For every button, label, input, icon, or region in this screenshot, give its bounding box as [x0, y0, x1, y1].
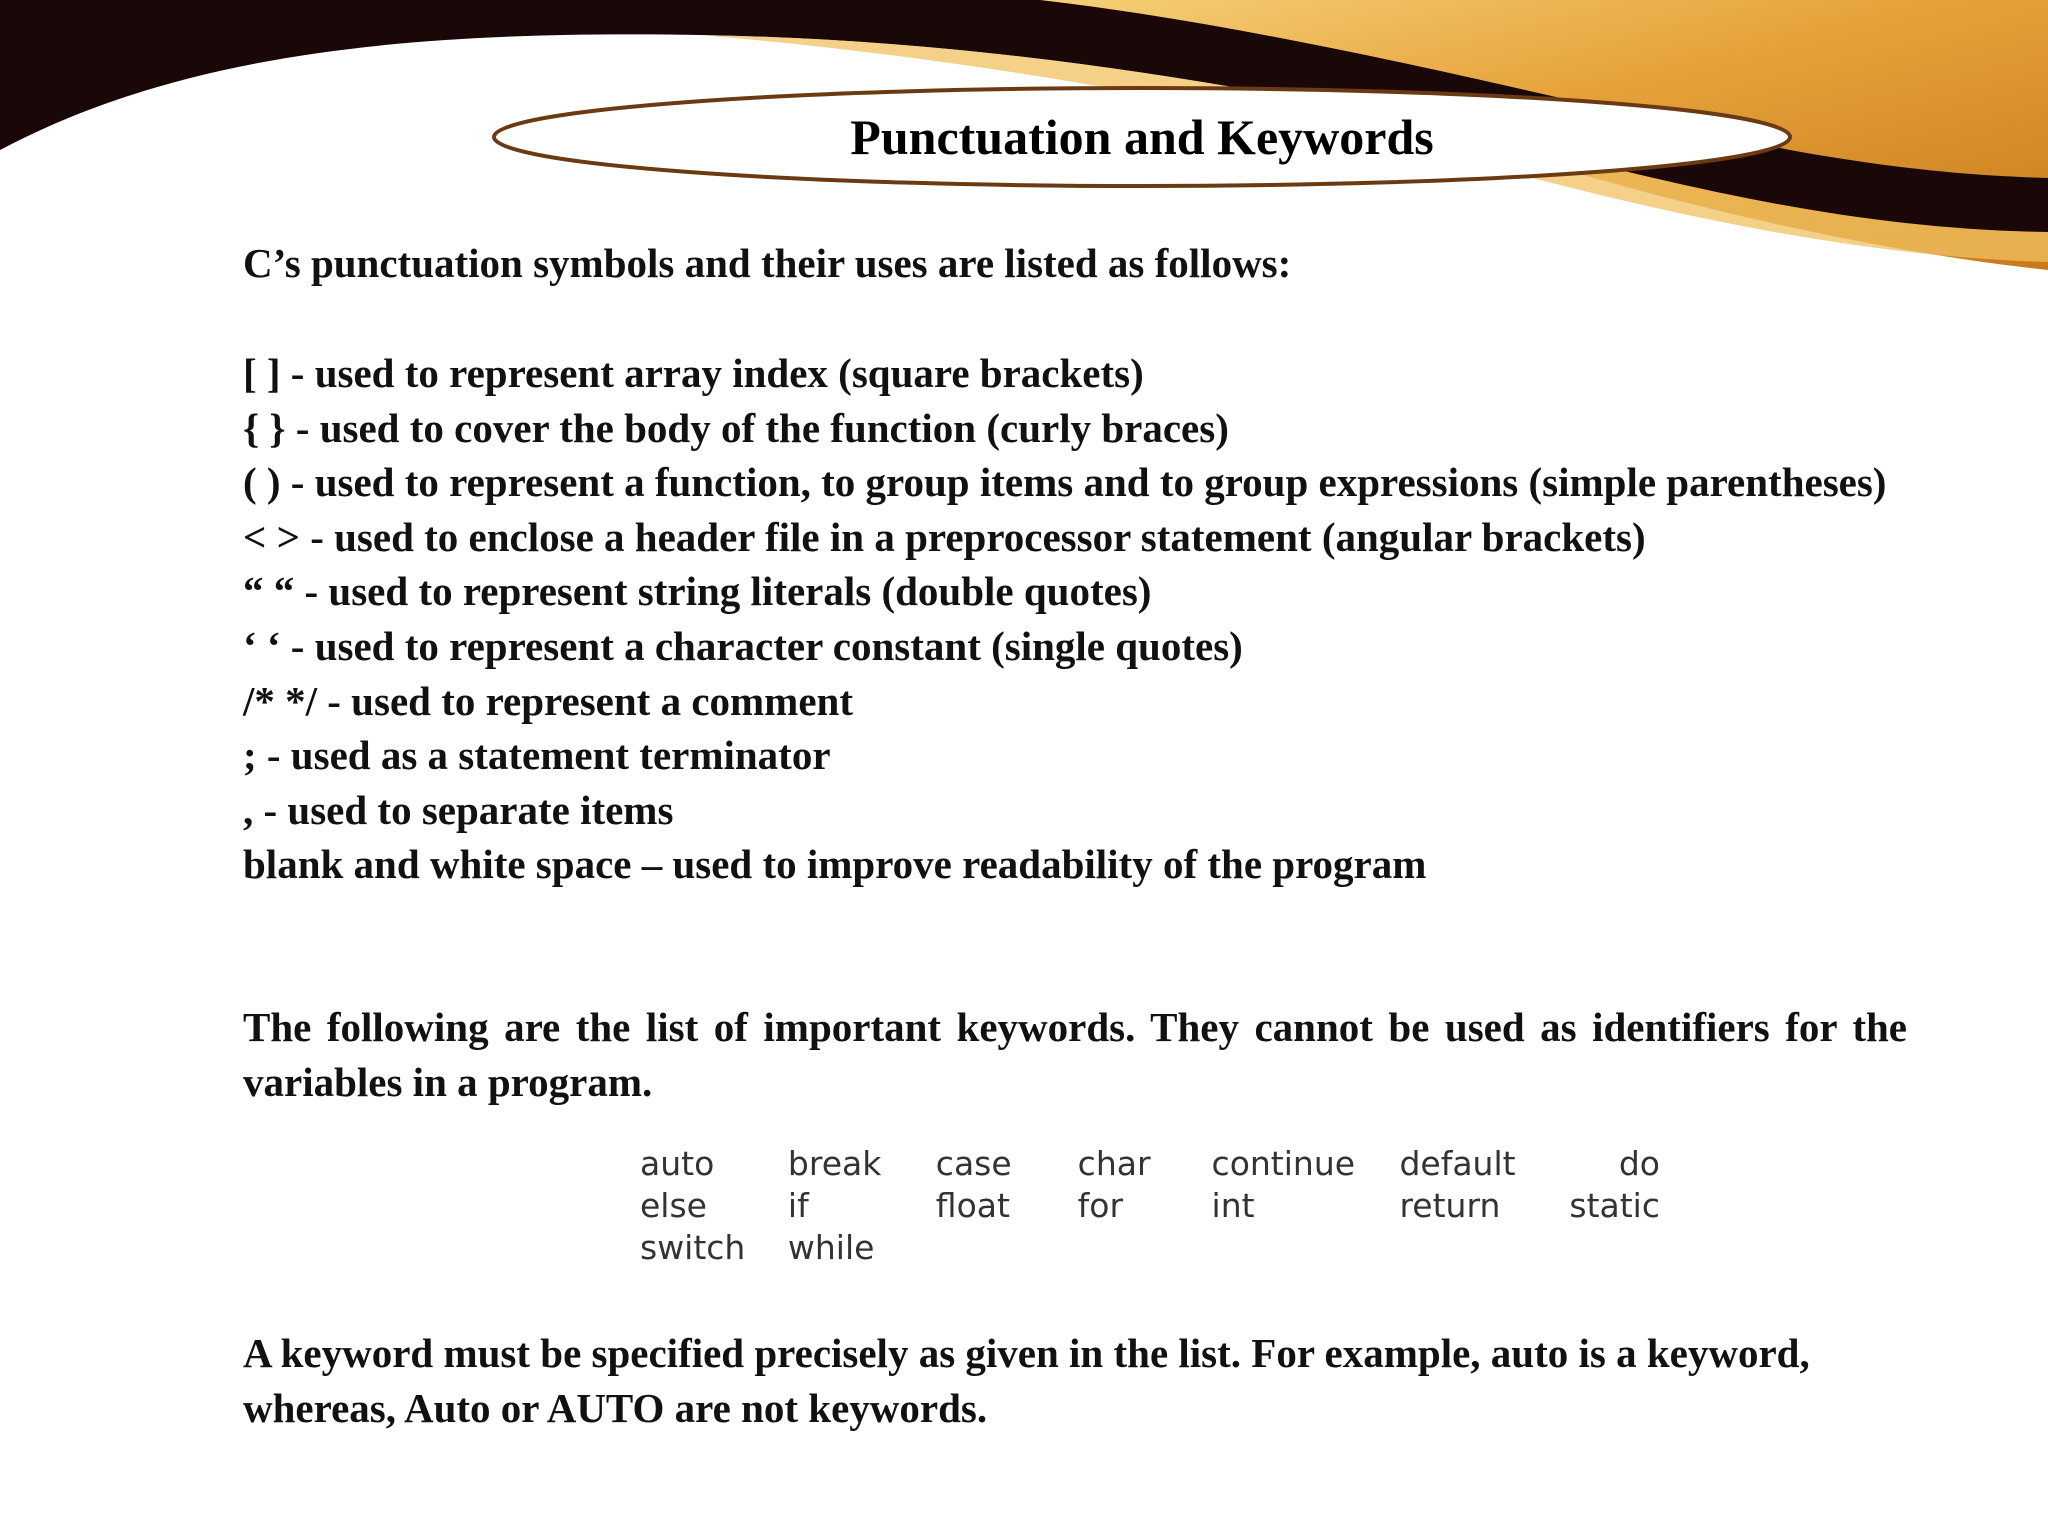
keyword-cell: static: [1569, 1185, 1660, 1225]
list-item: ‘ ‘ - used to represent a character constant (single quotes): [243, 622, 1243, 669]
keyword-cell: case: [935, 1143, 1012, 1183]
list-item: ( ) - used to represent a function, to group items and to group expressions (simple parentheses): [243, 459, 1887, 506]
keywords-row: [640, 1226, 1660, 1268]
keyword-cell: do: [1618, 1143, 1660, 1183]
keyword-cell: return: [1399, 1185, 1501, 1225]
keyword-cell: else: [640, 1185, 707, 1225]
keywords-row: [640, 1142, 1660, 1184]
keywords-row: [640, 1184, 1660, 1226]
list-item: ; - used as a statement terminator: [243, 732, 831, 779]
list-item: “ “ - used to represent string literals (double quotes): [243, 568, 1152, 615]
list-item: , - used to separate items: [243, 786, 674, 833]
list-item: [ ] - used to represent array index (square brackets): [243, 350, 1144, 396]
keyword-cell: default: [1399, 1143, 1516, 1183]
keyword-cell: for: [1077, 1185, 1124, 1225]
keyword-cell: float: [935, 1185, 1010, 1225]
punctuation-intro: C’s punctuation symbols and their uses are listed as follows:: [243, 240, 1292, 286]
keyword-cell: if: [787, 1185, 809, 1225]
list-item: < > - used to enclose a header file in a preprocessor statement (angular brackets): [243, 513, 1646, 560]
keywords-note: A keyword must be specified precisely as given in the list. For example, auto is a keyword, whereas, Auto or AUTO are not keywords.: [243, 1330, 1810, 1431]
list-item: blank and white space – used to improve readability of the program: [243, 841, 1427, 888]
list-item: /* */ - used to represent a comment: [243, 677, 853, 724]
slide-title: Punctuation and Keywords: [850, 109, 1434, 165]
keyword-cell: char: [1077, 1143, 1151, 1183]
keyword-cell: break: [787, 1143, 882, 1183]
punctuation-list: [243, 346, 1907, 892]
keyword-cell: switch: [640, 1227, 746, 1267]
keyword-cell: auto: [640, 1143, 715, 1183]
keywords-intro: The following are the list of important keywords. They cannot be used as identifiers for the variables in a program.: [243, 1004, 1907, 1105]
list-item: { } - used to cover the body of the function (curly braces): [243, 404, 1229, 451]
keyword-cell: int: [1211, 1185, 1255, 1225]
keyword-cell: continue: [1211, 1143, 1356, 1183]
keywords-table: [640, 1142, 1660, 1268]
keyword-cell: while: [787, 1227, 875, 1267]
